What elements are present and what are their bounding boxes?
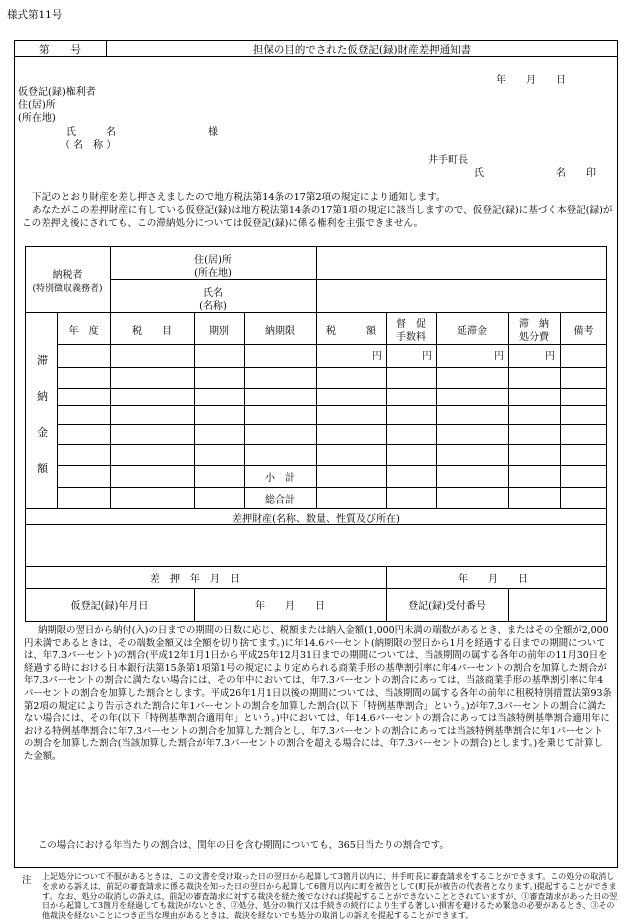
arrears-char-2: 納 [37, 390, 48, 403]
arrears-char-3: 金 [37, 426, 48, 439]
recipient-name-alt-label: （ 名 称 ） [60, 140, 117, 151]
recipient-name-label: 氏 名 [66, 127, 116, 138]
yen-proc: 円 [545, 351, 555, 362]
page-title: 担保の目的でされた仮登記(録)財産差押通知書 [252, 44, 472, 56]
recipient-address-label: 住(居)所 [18, 100, 56, 111]
provisional-date-label: 仮登記(録)年月日 [70, 601, 149, 612]
taxpayer-address-label: 住(居)所 [194, 255, 232, 266]
col-tax-amount: 税 額 [326, 326, 376, 337]
subtotal-label: 小 計 [265, 473, 295, 484]
provisional-date-value: 年 月 日 [255, 601, 325, 612]
property-header: 差押財産(名称、数量、性質及び所在) [232, 514, 400, 525]
intro-paragraph-2: あなたがこの差押財産に有している仮登記(録)は地方税法第14条の17第1項の規定に該当しますので、仮登記(録)に基づく本登記(録)がこの差押え後にされても、この滞納処分については仮登記(録)に係る権利を主張できません。 [22, 205, 613, 229]
col-tax-item: 税 目 [132, 326, 172, 337]
yen-delay: 円 [494, 351, 504, 362]
yen-fee: 円 [422, 351, 432, 362]
sender-name-label: 氏 [474, 168, 484, 179]
interest-rate-basis: この場合における年当たりの割合は、閏年の日を含む期間についても、365日当たりの割合です。 [38, 840, 449, 851]
col-remarks: 備考 [573, 326, 594, 337]
recipient-address-alt-label: (所在地) [18, 113, 56, 124]
notice-number-label: 第 号 [39, 44, 81, 56]
col-period: 期別 [209, 326, 229, 337]
recipient-honorific: 様 [208, 127, 218, 138]
seizure-date-value: 年 月 日 [458, 574, 528, 585]
taxpayer-label: 納税者 [52, 270, 83, 281]
footnote-mark: 注 [22, 875, 32, 886]
sender-office: 井手町長 [428, 155, 468, 166]
col-delay-charge: 延滞金 [457, 326, 487, 337]
taxpayer-sub-label: (特別徴収義務者) [32, 284, 103, 294]
seizure-date-label: 差 押 年 月 日 [150, 574, 240, 585]
arrears-char-4: 額 [37, 462, 48, 475]
recipient-holder-label: 仮登記(録)権利者 [18, 87, 96, 98]
col-reminder-fee-2: 手数料 [396, 332, 426, 343]
sender-seal-label: 名 印 [556, 168, 596, 179]
registration-number-label: 登記(録)受付番号 [408, 601, 486, 612]
taxpayer-address-alt-label: (所在地) [194, 268, 232, 279]
taxpayer-name-label: 氏名 [203, 288, 223, 299]
total-label: 総合計 [265, 495, 295, 506]
col-disposition-fee-2: 処分費 [519, 332, 549, 343]
issue-date: 年 月 日 [496, 75, 566, 86]
taxpayer-name-alt-label: (名称) [199, 301, 227, 312]
arrears-char-1: 滞 [37, 354, 48, 367]
form-number: 様式第11号 [7, 9, 63, 21]
col-disposition-fee-1: 滞 納 [519, 319, 549, 330]
interest-explanation: 納期限の翌日から納付(入)の日までの期間の日数に応じ、税額または納入金額(1,000円未満の端数があるとき、またはその全額が2,000円未満であるときは、その端数金額又は全額を切り捨てます。)に年14.6パーセント(納期限の翌日から1月を経過する日までの期間については、年7.3パーセント)の割合(平成12年1月1日から平成25年12月31日までの期間については、当該期間の属する各年の前年の11月30日を経過する時における日本銀行法第15条第1項第1号の規定により定められる商業手形の基準割引率に年4パーセントの割合を加算した割合が年7.3パーセントの割合に満たない場合には、その年中においては、年7.3パーセントの割合にあっては、当該商業手形の基準割引率に年4パーセントの割合を加算した割合とします。平成26年1月1日以後の期間については、当該期間の属する各年の前年に租税特別措置法第93条第2項の規定により告示された割合に年1パーセントの割合を加算した割合(以下「特例基準割合」という。)が年7.3パーセントの割合に満たない場合には、その年(以下「特例基準割合適用年」という。)中においては、年14.6パーセントの割合にあっては当該特例基準割合適用年における特例基準割合に年7.3パーセントの割合を加算した割合とし、年7.3パーセントの割合にあっては当該特例基準割合に年1パーセントの割合を加算した割合(当該加算した割合が年7.3パーセントの割合を超える場合には、年7.3パーセントの割合)とします。)を乗じて計算した金額。 [24, 625, 612, 762]
col-reminder-fee-1: 督 促 [396, 319, 426, 330]
col-year: 年 度 [68, 326, 99, 337]
appeal-footnote: 上記処分について不服があるときは、この文書を受け取った日の翌日から起算して3箇月以内に、井手町長に審査請求をすることができます。この処分の取消しを求める訴えは、前記の審査請求に係る裁決を知った日の翌日から起算して6箇月以内に町を被告として(町長が被告の代表者となります。)提起することができます。なお、処分の取消しの訴えは、前記の審査請求に対する裁決を経た後でなければ提起することができないこととされていますが、①審査請求があった日の翌日から起算して3箇月を経過しても裁決がないとき、②処分、処分の執行又は手続きの続行により生ずる著しい損害を避けるため緊急の必要があるとき、③その他裁決を経ないことにつき正当な理由があるときは、裁決を経ないでも処分の取消しの訴えを提起することができます。 [42, 872, 618, 921]
col-due-date: 納期限 [265, 326, 295, 337]
yen-tax: 円 [372, 351, 382, 362]
intro-paragraph-1: 下記のとおり財産を差し押さえましたので地方税法第14条の17第2項の規定により通知します。 [32, 192, 446, 203]
